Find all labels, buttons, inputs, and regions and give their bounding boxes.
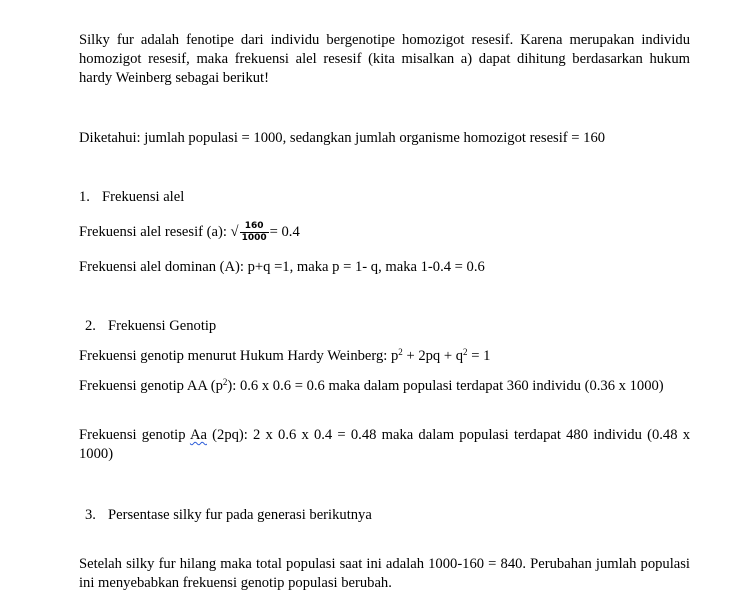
genotype-rule-pre: Frekuensi genotip menurut Hukum Hardy Weinberg: p [79,348,399,364]
aa-pre: Frekuensi genotip AA (p [79,378,223,394]
section-3-title: Persentase silky fur pada generasi berikutnya [108,507,372,523]
het-word-spellcheck: Aa [189,427,207,443]
aa-post: ): 0.6 x 0.6 = 0.6 maka dalam populasi terdapat 360 individu (0.36 x 1000) [227,378,664,394]
closing-paragraph: Setelah silky fur hilang maka total populasi saat ini adalah 1000-160 = 840. Perubahan jumlah populasi ini menyebabkan frekuensi genotip populasi berubah. [79,556,690,591]
genotype-rule-line [79,347,490,366]
genotype-rule-mid: + 2pq + q [402,348,464,364]
genotype-aa-paragraph [79,377,690,396]
section-1-number: 1. [79,189,90,205]
fraction-numerator: 160 [240,221,269,233]
genotype-rule-sup1: 2 [398,347,403,357]
het-pre: Frekuensi genotip [79,427,190,443]
het-post: (2pq): 2 x 0.6 x 0.4 = 0.48 maka dalam populasi terdapat 480 individu (0.48 x 1000) [79,427,690,462]
intro-paragraph: Silky fur adalah fenotipe dari individu bergenotipe homozigot resesif. Karena merupakan individu homozigot resesif, maka frekuensi alel resesif (kita misalkan a) dapat dihitung berdasarkan hukum hardy Weinberg sebagai berikut! [79,32,690,86]
section-3-number: 3. [85,507,96,523]
recessive-frequency-line [79,218,300,246]
recessive-prefix: Frekuensi alel resesif (a): √ [79,224,239,240]
dominant-frequency-line: Frekuensi alel dominan (A): p+q =1, maka p = 1- q, maka 1-0.4 = 0.6 [79,259,485,275]
known-paragraph: Diketahui: jumlah populasi = 1000, sedangkan jumlah organisme homozigot resesif = 160 [79,130,606,146]
section-2-title: Frekuensi Genotip [108,318,217,334]
section-2-number: 2. [85,318,96,334]
fraction-denominator: 1000 [241,233,267,244]
genotype-aa-het-paragraph [79,426,690,464]
fraction [240,221,269,244]
section-1-title: Frekuensi alel [102,189,185,205]
recessive-suffix: = 0.4 [269,224,300,240]
aa-sup: 2 [222,377,228,387]
genotype-rule-sup2: 2 [463,347,468,357]
genotype-rule-post: = 1 [467,348,491,364]
